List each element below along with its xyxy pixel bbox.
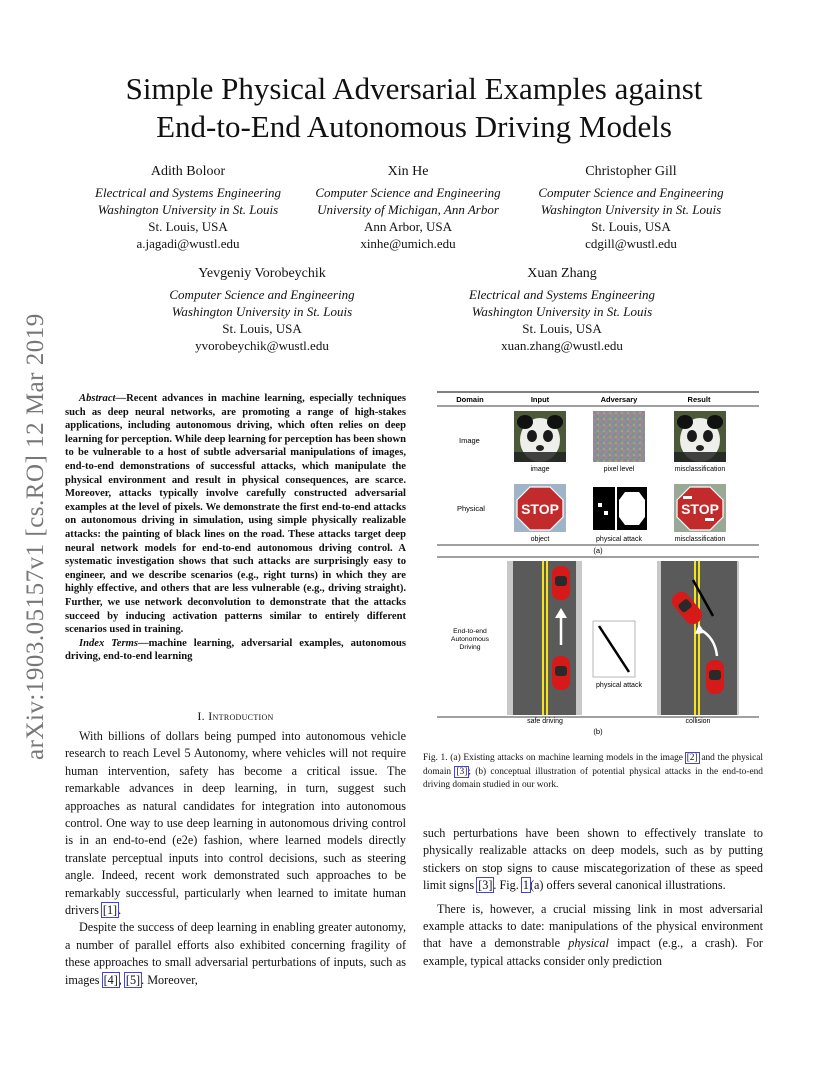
citation-link[interactable]: [5] <box>125 972 141 987</box>
e2e-label-line-3: Driving <box>459 644 481 651</box>
caption-text: Fig. 1. (a) Existing attacks on machine learning models in the image <box>423 753 686 763</box>
collision-road <box>657 561 739 715</box>
caption-image: image <box>530 466 550 473</box>
author-block <box>521 163 741 252</box>
subfigure-a-label: (a) <box>593 546 603 555</box>
author-location: St. Louis, USA <box>222 321 302 336</box>
paragraph-text: impact (e.g., a crash). For example, typical attacks consider only prediction <box>423 936 763 968</box>
noise-image <box>593 411 645 462</box>
author-affiliation: Electrical and Systems Engineering <box>469 287 655 302</box>
paragraph-text: . Moreover, <box>141 972 198 987</box>
author-location: St. Louis, USA <box>148 219 228 234</box>
author-email[interactable]: xuan.zhang@wustl.edu <box>501 338 623 353</box>
title-line-1: Simple Physical Adversarial Examples against <box>125 71 703 106</box>
author-name: Christopher Gill <box>585 164 677 179</box>
caption-misclassification-1: misclassification <box>674 466 726 473</box>
author-institution: University of Michigan, Ann Arbor <box>317 202 499 217</box>
author-institution: Washington University in St. Louis <box>471 304 653 319</box>
caption-physical-attack-b: physical attack <box>596 682 642 689</box>
e2e-label-line-2: Autonomous <box>450 636 490 643</box>
caption-text: and the physical domain <box>423 753 763 777</box>
row-label-physical: Physical <box>457 504 485 513</box>
section-heading: I. Introduction <box>197 709 274 723</box>
author-affiliation: Computer Science and Engineering <box>538 185 724 200</box>
author-name: Xuan Zhang <box>527 266 597 281</box>
index-terms-label: Index Terms <box>79 637 138 649</box>
caption-safe-driving: safe driving <box>527 718 563 725</box>
intro-column-right <box>423 825 763 970</box>
abstract <box>65 392 406 664</box>
author-block <box>451 265 673 354</box>
arxiv-identifier[interactable]: arXiv:1903.05157v1 [cs.RO] 12 Mar 2019 <box>22 313 49 760</box>
author-affiliation: Computer Science and Engineering <box>315 185 501 200</box>
paragraph-text: such perturbations have been shown to effectively translate to physically realizable attacks on deep models, such as by putting stickers on stop signs to cause miscategorization of these as speed limit signs <box>423 826 763 893</box>
safe-driving-road <box>507 561 582 715</box>
intro-paragraph-2: Despite the success of deep learning in enabling greater autonomy, a number of parallel efforts also exhibited concerning fragility of these approaches to small adversarial perturbations of inputs, such as images [4], [5]. Moreover, <box>65 920 406 987</box>
caption-text: ; (b) conceptual illustration of potential physical attacks in the end-to-end driving domain studied in our work. <box>423 766 763 790</box>
author-email[interactable]: a.jagadi@wustl.edu <box>136 236 240 251</box>
physical-attack-mask <box>593 487 647 530</box>
e2e-label-line-1: End-to-end <box>453 628 487 635</box>
author-institution: Washington University in St. Louis <box>540 202 722 217</box>
stop-sign-image <box>514 484 566 532</box>
figure-header-adversary: Adversary <box>600 395 638 404</box>
subfigure-b-label: (b) <box>593 727 603 736</box>
attacked-stop-sign-image <box>674 484 726 532</box>
caption-misclassification-2: misclassification <box>674 536 726 543</box>
stop-sign-text: STOP <box>681 501 719 517</box>
attack-line-patch <box>593 621 635 677</box>
abstract-text: —Recent advances in machine learning, especially techniques such as deep neural networks, are promoting a range of high-stakes applications, including autonomous driving, which often relies on deep learning for perception. While deep learning for perception has been shown to be vulnerable to a host of subtle adversarial manipulations of images, end-to-end demonstrations of successful attacks, which manipulate the physical environment and result in physical consequences, are scarce. Moreover, attacks typically involve carefully constructed adversarial examples at the level of pixels. We demonstrate the first end-to-end attacks on autonomous driving in simulation, using simple physically realizable attacks: the painting of black lines on the road. These attacks target deep neural network models for end-to-end autonomous driving control. A systematic investigation shows that such attacks are surprisingly easy to engineer, and we describe scenarios (e.g., right turns) in which they are highly effective, and others that are less vulnerable (e.g., driving straight). Further, we use network deconvolution to demonstrate that the attacks succeed by inducing activation patterns similar to entirely different scenarios used in training. <box>65 393 406 636</box>
author-email[interactable]: yvorobeychik@wustl.edu <box>195 338 329 353</box>
figure-caption <box>423 752 763 793</box>
author-institution: Washington University in St. Louis <box>97 202 279 217</box>
figure-header-result: Result <box>687 395 711 404</box>
paragraph-text: With billions of dollars being pumped into autonomous vehicle research to reach Level 5 Autonomy, where vehicles will not require human intervention, safety has become a critical issue. The remarkable advances in deep learning, in turn, suggest such approaches as natural candidates for integration into autonomous control. One way to use deep learning in autonomous driving control is in an end-to-end (e2e) fashion, where learned models directly translate perceptual inputs into control decisions, such as steering angle. Indeed, recent work demonstrated such approaches to be remarkably successful, particularly when learned to imitate human drivers <box>65 729 406 918</box>
author-email[interactable]: xinhe@umich.edu <box>360 236 456 251</box>
author-block <box>151 265 373 354</box>
author-email[interactable]: cdgill@wustl.edu <box>585 236 677 251</box>
index-terms-text: —machine learning, adversarial examples, autonomous driving, end-to-end learning <box>65 637 407 663</box>
author-name: Adith Boloor <box>150 164 226 179</box>
caption-pixel-level: pixel level <box>603 466 635 473</box>
index-terms <box>65 637 406 664</box>
intro-column-left <box>65 728 406 989</box>
author-institution: Washington University in St. Louis <box>171 304 353 319</box>
author-block <box>78 163 298 252</box>
paper-title <box>60 70 768 146</box>
figure-header-input: Input <box>530 395 550 404</box>
right-paragraph-2 <box>423 901 763 971</box>
intro-paragraph-1: With billions of dollars being pumped into autonomous vehicle research to reach Level 5 Autonomy, where vehicles will not require human intervention, safety has become a critical issue. The remarkable advances in deep learning, in turn, suggest such approaches as natural candidates for integration into autonomous control. One way to use deep learning in autonomous driving control is in an end-to-end (e2e) fashion, where learned models directly translate perceptual inputs into control decisions, such as steering angle. Indeed, recent work demonstrated such approaches to be remarkably successful, particularly when learned to imitate human drivers [1]. <box>65 729 406 918</box>
row-label-image: Image <box>459 436 480 445</box>
author-name: Yevgeniy Vorobeychik <box>198 266 326 281</box>
paragraph-text: There is, however, a crucial missing link in most adversarial example attacks to date: manipulations of the physical environment that have a demonstrable <box>423 901 763 951</box>
panda-image <box>514 411 566 462</box>
author-name: Xin He <box>387 164 429 179</box>
author-location: St. Louis, USA <box>591 219 671 234</box>
figure-link[interactable]: 1 <box>522 878 529 893</box>
author-affiliation: Computer Science and Engineering <box>169 287 355 302</box>
figure-header-domain: Domain <box>456 395 484 404</box>
paragraph-text: Despite the success of deep learning in enabling greater autonomy, a number of parallel efforts also exhibited concerning fragility of these approaches to small adversarial perturbations of inputs, such as images <box>65 920 406 987</box>
paragraph-text: . Fig. <box>493 878 522 893</box>
emphasis-text: physical <box>568 936 609 951</box>
citation-link[interactable]: [3] <box>478 878 493 893</box>
caption-physical-attack-a: physical attack <box>596 536 642 543</box>
author-affiliation: Electrical and Systems Engineering <box>95 185 281 200</box>
citation-link[interactable]: [3] <box>456 766 468 777</box>
abstract-label: Abstract <box>79 393 116 404</box>
abstract-body <box>65 392 406 637</box>
citation-link[interactable]: [4] <box>103 972 118 987</box>
stop-sign-text: STOP <box>521 501 559 517</box>
figure-1 <box>437 390 759 736</box>
author-location: St. Louis, USA <box>522 321 602 336</box>
citation-link[interactable]: [1] <box>102 903 118 918</box>
caption-object: object <box>530 536 550 543</box>
panda-result-image <box>674 411 726 462</box>
title-line-2: End-to-End Autonomous Driving Models <box>156 109 672 144</box>
caption-collision: collision <box>685 718 711 725</box>
right-paragraph-1 <box>423 825 763 895</box>
author-location: Ann Arbor, USA <box>364 219 452 234</box>
citation-link[interactable]: [2] <box>686 753 698 763</box>
author-block <box>298 163 518 252</box>
paragraph-text: (a) offers several canonical illustrations. <box>529 878 726 893</box>
